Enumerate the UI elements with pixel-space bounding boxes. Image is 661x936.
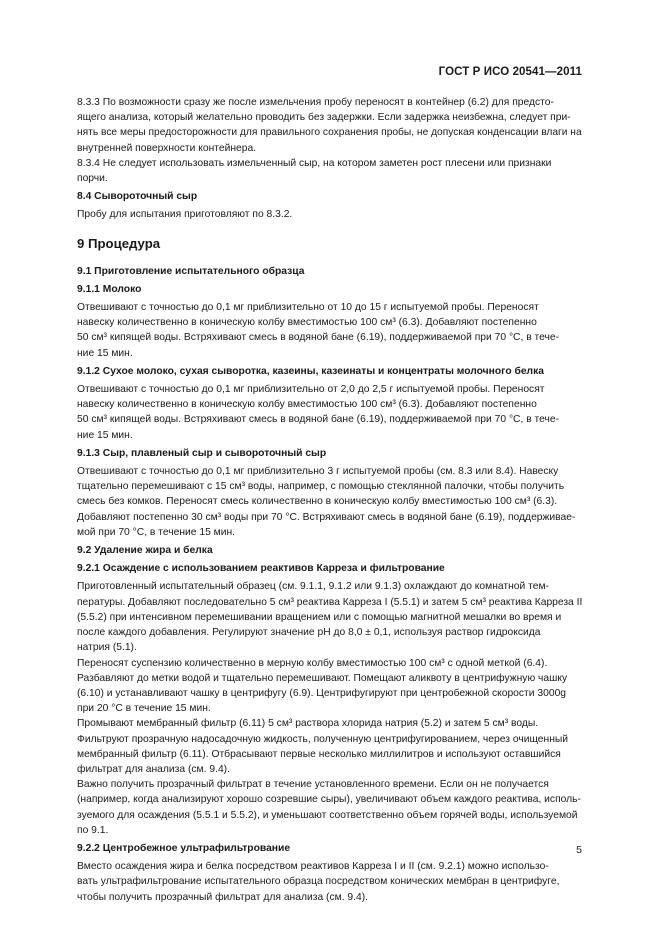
- text-line: (5.5.2) при интенсивном перемешивании вращением или с помощью магнитной мешалки во время и: [77, 611, 562, 623]
- text-line: Приготовленный испытательный образец (см. 9.1.1, 9.1.2 или 9.1.3) охлаждают до комнатной тем-: [77, 581, 549, 593]
- text-line: при 20 °C в течение 15 мин.: [77, 703, 211, 715]
- paragraph: [77, 156, 582, 186]
- text-line: (6.10) и устанавливают чашку в центрифугу (6.9). Центрифугируют при центробежной скорости 3000g: [77, 687, 567, 699]
- paragraph: [77, 579, 582, 655]
- text-line: Фильтруют прозрачную надосадочную жидкость, полученную центрифугированием, через очищенный: [77, 733, 569, 745]
- text-line: Отвешивают с точностью до 0,1 мг приблизительно от 10 до 15 г испытуемой пробы. Переносят: [77, 302, 539, 314]
- text-line: навеску количественно в коническую колбу вместимостью 100 см³ (6.3). Добавляют постепенно: [77, 399, 537, 411]
- section-heading: 9.2.1 Осаждение с использованием реактивов Карреза и фильтрование: [77, 563, 445, 575]
- paragraph: [77, 207, 582, 222]
- document-header: ГОСТ Р ИСО 20541—2011: [438, 66, 582, 78]
- paragraph: [77, 716, 582, 777]
- text-line: Добавляют постепенно 30 см³ воды при 70 °C. Встряхивают смесь в водяной бане (6.19), поддерживае-: [77, 511, 576, 523]
- section-heading: 9.1.2 Сухое молоко, сухая сыворотка, казеины, казеинаты и концентраты молочного белка: [77, 365, 544, 377]
- text-line: 8.3.4 Не следует использовать измельченный сыр, на котором заметен рост плесени или признаки: [77, 157, 552, 169]
- text-line: 50 см³ кипящей воды. Встряхивают смесь в водяной бане (6.19), поддерживаемой при 70 °C, в тече-: [77, 414, 560, 426]
- paragraph: [77, 777, 582, 838]
- text-line: Важно получить прозрачный фильтрат в течение установленного времени. Если он не получается: [77, 779, 549, 791]
- text-line: 50 см³ кипящей воды. Встряхивают смесь в водяной бане (6.19), поддерживаемой при 70 °C, в тече-: [77, 332, 560, 344]
- section-heading: 9.2.2 Центробежное ультрафильтрование: [77, 842, 291, 854]
- paragraph: [77, 656, 582, 717]
- text-line: пературы. Добавляют последовательно 5 см³ реактива Карреза I (5.5.1) и затем 5 см³ реактива Карреза II: [77, 596, 583, 608]
- paragraph: [77, 300, 582, 361]
- text-line: нять все меры предосторожности для правильного сохранения пробы, не допуская конденсации влаги на: [77, 127, 582, 139]
- text-line: вать ультрафильтрование испытательного образца посредством конических мембран в центрифуге,: [77, 876, 560, 888]
- section-heading: 9.1.1 Молоко: [77, 283, 142, 295]
- text-line: тщательно перемешивают с 15 см³ воды, например, с помощью стеклянной палочки, чтобы получить: [77, 481, 565, 493]
- text-line: смесь без комков. Переносят смесь количественно в коническую колбу вместимостью 100 см³ (6.3).: [77, 496, 558, 508]
- text-line: мой при 70 °C, в течение 15 мин.: [77, 526, 236, 538]
- text-line: мембранный фильтр (6.11). Отбрасывают первые несколько миллилитров и используют оставшийся: [77, 748, 561, 760]
- text-line: (например, когда анализируют хорошо созревшие сыры), увеличивают объем каждого реактива, исполь-: [77, 794, 581, 806]
- paragraph: [77, 95, 582, 156]
- section-heading: 8.4 Сывороточный сыр: [77, 191, 198, 203]
- text-line: Пробу для испытания приготовляют по 8.3.2.: [77, 209, 293, 221]
- text-line: внутренней поверхности контейнера.: [77, 142, 257, 154]
- text-line: чтобы получить прозрачный фильтрат для анализа (см. 9.4).: [77, 891, 369, 903]
- text-line: по 9.1.: [77, 824, 109, 836]
- text-line: Отвешивают с точностью до 0,1 мг приблизительно от 2,0 до 2,5 г испытуемой пробы. Переносят: [77, 384, 545, 396]
- paragraph: [77, 464, 582, 540]
- document-body: [77, 95, 582, 905]
- text-line: ние 15 мин.: [77, 347, 133, 359]
- text-line: ние 15 мин.: [77, 429, 133, 441]
- section-heading: 9.1 Приготовление испытательного образца: [77, 265, 305, 277]
- page-number: 5: [576, 844, 582, 856]
- text-line: Отвешивают с точностью до 0,1 мг приблизительно 3 г испытуемой пробы (см. 8.3 или 8.4). Навеску: [77, 466, 559, 478]
- paragraph: [77, 382, 582, 443]
- text-line: Промывают мембранный фильтр (6.11) 5 см³ раствора хлорида натрия (5.2) и затем 5 см³ воды.: [77, 718, 539, 730]
- section-heading: 9.1.3 Сыр, плавленый сыр и сывороточный сыр: [77, 447, 327, 459]
- text-line: Вместо осаждения жира и белка посредством реактивов Карреза I и II (см. 9.2.1) можно использо-: [77, 861, 549, 873]
- paragraph: [77, 859, 582, 905]
- chapter-heading: 9 Процедура: [77, 235, 161, 251]
- text-line: зуемого для осаждения (5.5.1 и 5.5.2), и уменьшают соответственно объем горячей воды, используемой: [77, 809, 578, 821]
- text-line: после каждого добавления. Регулируют значение pH до 8,0 ± 0,1, используя раствор гидроксида: [77, 627, 541, 639]
- text-line: фильтрат для анализа (см. 9.4).: [77, 763, 230, 775]
- text-line: 8.3.3 По возможности сразу же после измельчения пробу переносят в контейнер (6.2) для предсто-: [77, 97, 554, 108]
- text-line: порчи.: [77, 173, 108, 185]
- text-line: натрия (5.1).: [77, 642, 137, 654]
- text-line: ящего анализа, который желательно проводить без задержки. Если задержка неизбежна, следует при-: [77, 112, 571, 124]
- text-line: Переносят суспензию количественно в мерную колбу вместимостью 100 см³ с одной меткой (6.4).: [77, 657, 548, 669]
- section-heading: 9.2 Удаление жира и белка: [77, 545, 213, 557]
- text-line: Разбавляют до метки водой и тщательно перемешивают. Помещают аликвоту в центрифужную чашку: [77, 672, 568, 684]
- text-line: навеску количественно в коническую колбу вместимостью 100 см³ (6.3). Добавляют постепенно: [77, 317, 537, 329]
